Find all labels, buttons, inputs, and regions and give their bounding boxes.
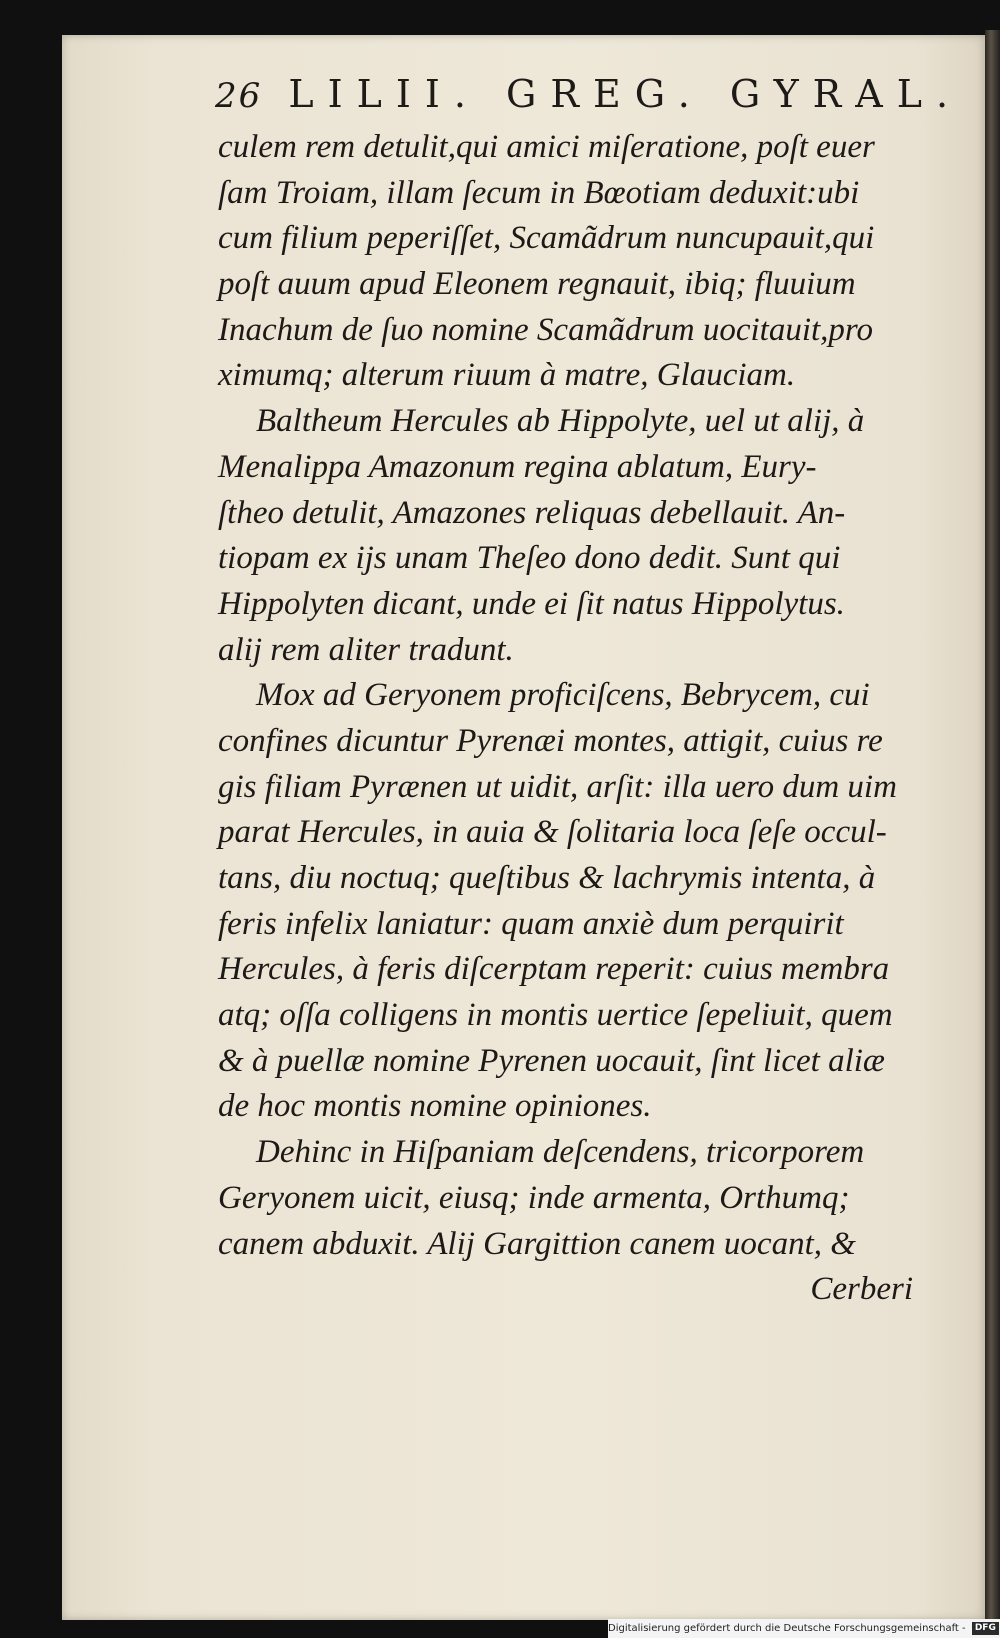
paragraph-start-line: Mox ad Geryonem proficiſcens, Bebrycem, cui <box>256 677 870 714</box>
catchword: Cerberi <box>810 1271 913 1308</box>
text-line: culem rem detulit,qui amici miſeratione, poſt euer <box>218 129 875 165</box>
book-spine-edge <box>985 30 1000 1625</box>
text-line: de hoc montis nomine opiniones. <box>218 1088 652 1125</box>
dfg-logo: DFG <box>972 1622 999 1635</box>
text-line: Hippolyten dicant, unde ei ſit natus Hippolytus. <box>218 585 845 622</box>
text-line: alij rem aliter tradunt. <box>218 631 514 668</box>
text-line: gis filiam Pyrænen ut uidit, arſit: illa uero dum uim <box>218 768 897 805</box>
text-line: canem abduxit. Alij Gargittion canem uocant, & <box>218 1225 856 1262</box>
running-head <box>215 72 963 116</box>
page-number: 26 <box>215 76 263 116</box>
text-line: Menalippa Amazonum regina ablatum, Eury- <box>218 448 817 485</box>
text-line: Hercules, à feris diſcerptam reperit: cuius membra <box>218 951 890 988</box>
text-line: tans, diu noctuq; queſtibus & lachrymis intenta, à <box>218 860 876 896</box>
text-line: confines dicuntur Pyrenæi montes, attigit, cuius re <box>218 722 883 759</box>
text-line: parat Hercules, in auia & ſolitaria loca ſeſe occul- <box>218 814 887 851</box>
text-line: ſtheo detulit, Amazones reliquas debellauit. An- <box>218 494 846 531</box>
paragraph-start-line: Dehinc in Hiſpaniam deſcendens, tricorporem <box>256 1134 865 1171</box>
text-line: ximumq; alterum riuum à matre, Glauciam. <box>218 357 796 394</box>
text-line: atq; oſſa colligens in montis uertice ſepeliuit, quem <box>218 997 893 1034</box>
funding-notice: Digitalisierung gefördert durch die Deutsche Forschungsgemeinschaft - <box>608 1623 966 1634</box>
text-line: ſam Troiam, illam ſecum in Bœotiam deduxit:ubi <box>218 174 860 211</box>
digitization-footer <box>608 1619 1000 1638</box>
body-text <box>218 125 913 1313</box>
paragraph-start-line: Baltheum Hercules ab Hippolyte, uel ut alij, à <box>256 403 865 440</box>
text-line: Geryonem uicit, eiusq; inde armenta, Orthumq; <box>218 1179 850 1216</box>
text-line: tiopam ex ijs unam Theſeo dono dedit. Sunt qui <box>218 540 841 577</box>
text-line: & à puellæ nomine Pyrenen uocauit, ſint licet aliæ <box>218 1042 885 1079</box>
text-line: Inachum de ſuo nomine Scamãdrum uocitauit,pro <box>218 311 874 348</box>
text-line: poſt auum apud Eleonem regnauit, ibiq; fluuium <box>218 266 856 303</box>
text-line: cum filium peperiſſet, Scamãdrum nuncupauit,qui <box>218 220 875 257</box>
running-title: LILII. GREG. GYRAL. <box>288 72 963 116</box>
text-line: feris infelix laniatur: quam anxiè dum perquirit <box>218 905 844 942</box>
